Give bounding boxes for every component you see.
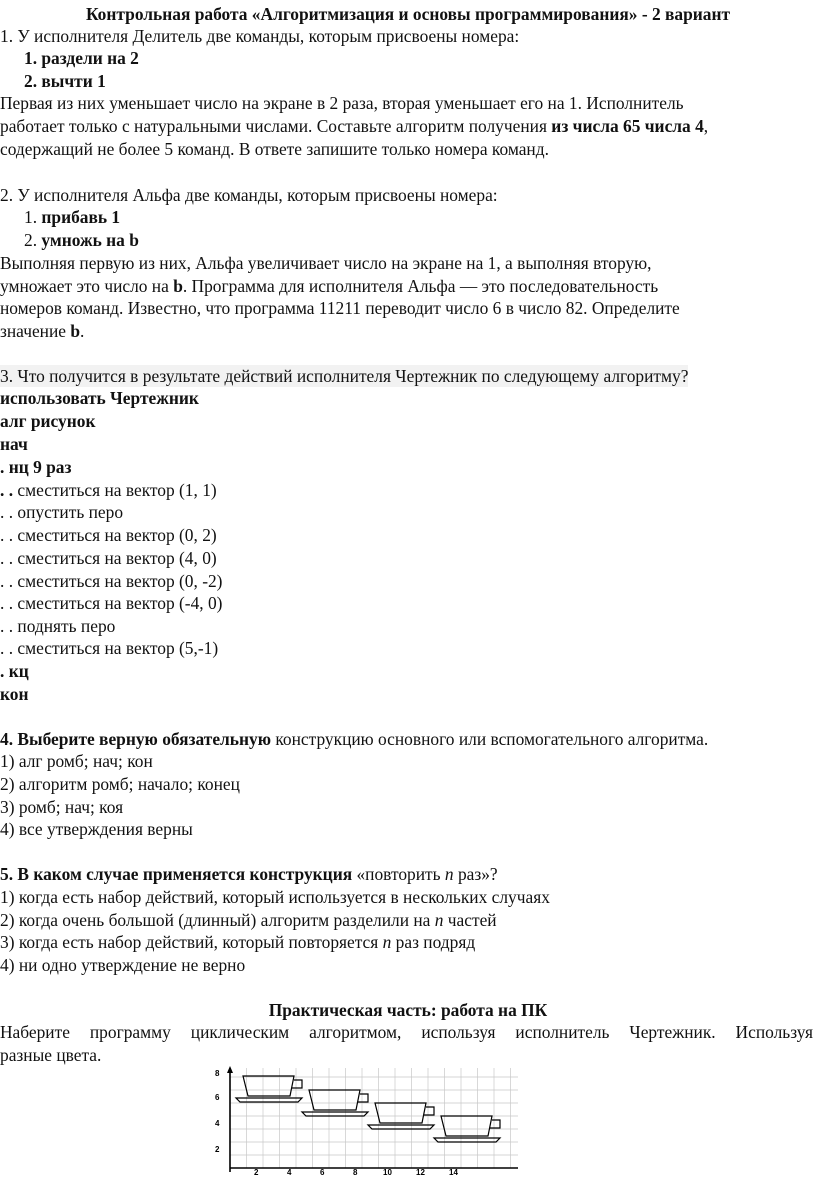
q5-option-3b: раз подряд <box>391 932 476 952</box>
practice-text-line-2: разные цвета. <box>0 1045 102 1065</box>
q5-intro-bold: 5. В каком случае применяется конструкция <box>0 864 353 884</box>
q2-command-2-num: 2. <box>24 230 42 250</box>
q4-intro-rest: конструкцию основного или вспомогательного алгоритма. <box>271 729 709 749</box>
q3-code-line-9: . . сместиться на вектор (0, -2) <box>0 571 223 591</box>
q3-code-alg: алг рисунок <box>0 411 96 431</box>
page-title: Контрольная работа «Алгоритмизация и основы программирования» - 2 вариант <box>85 4 731 24</box>
q2-text-line-2c: . Программа для исполнителя Альфа — это последовательность <box>182 276 659 296</box>
x-tick-label: 8 <box>353 1168 358 1176</box>
q1-highlight: из числа 65 числа 4 <box>551 116 704 136</box>
q5-option-3 <box>0 931 475 953</box>
q2-command-1-label: прибавь 1 <box>41 207 121 227</box>
q5-option-3a: 3) когда есть набор действий, который повторяется <box>0 932 383 952</box>
x-tick-label: 2 <box>254 1168 259 1176</box>
q1-intro: 1. У исполнителя Делитель две команды, которым присвоены номера: <box>0 26 520 46</box>
q1-text-line-2c: , <box>703 116 709 136</box>
q4-option-3: 3) ромб; нач; коя <box>0 797 124 817</box>
q3-intro: 3. Что получится в результате действий исполнителя Чертежник по следующему алгоритму? <box>0 366 689 386</box>
q5-option-2a: 2) когда очень большой (длинный) алгоритм разделили на <box>0 910 435 930</box>
cup-shape <box>236 1076 302 1102</box>
q4-option-1: 1) алг ромб; нач; кон <box>0 751 153 771</box>
y-tick-label: 4 <box>215 1119 220 1128</box>
q3-code-move-1: сместиться на вектор (1, 1) <box>17 480 217 500</box>
q2-intro: 2. У исполнителя Альфа две команды, которым присвоены номера: <box>0 185 498 205</box>
q5-option-2 <box>0 909 497 931</box>
q2-command-1 <box>24 206 120 228</box>
y-axis-arrow <box>227 1066 233 1073</box>
grid-drawing-figure <box>208 1066 520 1176</box>
q3-code-loop-end: . кц <box>0 661 29 681</box>
q1-text-line-2 <box>0 115 708 137</box>
q1-command-2: 2. вычти 1 <box>24 71 106 91</box>
q2-var-b-2: b <box>70 321 81 341</box>
q3-code-end: кон <box>0 684 29 704</box>
x-tick-label: 4 <box>287 1168 292 1176</box>
y-tick-label: 2 <box>215 1145 220 1154</box>
x-tick-label: 14 <box>449 1168 458 1176</box>
q2-text-line-4 <box>0 320 84 342</box>
q2-command-1-num: 1. <box>24 207 42 227</box>
q2-text-line-2a: умножает это число на <box>0 276 174 296</box>
q1-command-1: 1. раздели на 2 <box>24 48 139 68</box>
x-tick-label: 10 <box>383 1168 392 1176</box>
q5-intro-n: n <box>444 864 454 884</box>
q4-option-4: 4) все утверждения верны <box>0 819 193 839</box>
q3-code-dots: . . <box>0 480 18 500</box>
cup-drawings <box>236 1076 500 1142</box>
practice-text-line-1: Наберите программу циклическим алгоритмом, используя исполнитель Чертежник. Используя <box>0 1022 813 1042</box>
q2-var-b: b <box>173 276 183 296</box>
q5-intro <box>0 863 498 885</box>
y-tick-label: 6 <box>215 1093 220 1102</box>
q5-intro-rest-2: раз»? <box>453 864 498 884</box>
q5-option-2b: частей <box>443 910 497 930</box>
q5-intro-rest-1: «повторить <box>352 864 445 884</box>
q3-code-line-11: . . поднять перо <box>0 616 116 636</box>
q3-code-line-6: . . опустить перо <box>0 502 124 522</box>
practice-title: Практическая часть: работа на ПК <box>268 1000 548 1020</box>
q2-text-line-4c: . <box>80 321 85 341</box>
q5-option-3-n: n <box>382 932 392 952</box>
q4-intro-bold: 4. Выберите верную обязательную <box>0 729 272 749</box>
q3-code-loop: . нц 9 раз <box>0 457 72 477</box>
x-tick-label: 6 <box>320 1168 325 1176</box>
q1-text-line-3: содержащий не более 5 команд. В ответе запишите только номера команд. <box>0 139 549 159</box>
q3-code-line-8: . . сместиться на вектор (4, 0) <box>0 548 217 568</box>
q2-text-line-2 <box>0 275 658 297</box>
q1-text-line-2a: работает только с натуральными числами. Составьте алгоритм получения <box>0 116 552 136</box>
q2-command-2-label: умножь на b <box>41 230 139 250</box>
q5-option-2-n: n <box>434 910 444 930</box>
q3-code-line-7: . . сместиться на вектор (0, 2) <box>0 525 217 545</box>
q4-intro <box>0 728 708 750</box>
q3-code-begin: нач <box>0 434 28 454</box>
q4-option-2: 2) алгоритм ромб; начало; конец <box>0 774 240 794</box>
y-tick-label: 8 <box>215 1069 220 1078</box>
q2-text-line-4a: значение <box>0 321 71 341</box>
x-tick-label: 12 <box>416 1168 425 1176</box>
grid-lines <box>230 1068 518 1168</box>
q2-command-2 <box>24 229 139 251</box>
q5-option-1: 1) когда есть набор действий, который используется в нескольких случаях <box>0 887 550 907</box>
q2-text-line-1: Выполняя первую из них, Альфа увеличивает число на экране на 1, а выполняя вторую, <box>0 253 652 273</box>
q3-code-use: использовать Чертежник <box>0 388 199 408</box>
q2-text-line-3: номеров команд. Известно, что программа 11211 переводит число 6 в число 82. Определите <box>0 298 680 318</box>
q1-text-line-1: Первая из них уменьшает число на экране в 2 раза, вторая уменьшает его на 1. Исполнитель <box>0 93 684 113</box>
q3-code-line-5 <box>0 479 217 501</box>
q3-code-line-10: . . сместиться на вектор (-4, 0) <box>0 593 223 613</box>
q3-code-line-12: . . сместиться на вектор (5,-1) <box>0 638 219 658</box>
q5-option-4: 4) ни одно утверждение не верно <box>0 955 246 975</box>
